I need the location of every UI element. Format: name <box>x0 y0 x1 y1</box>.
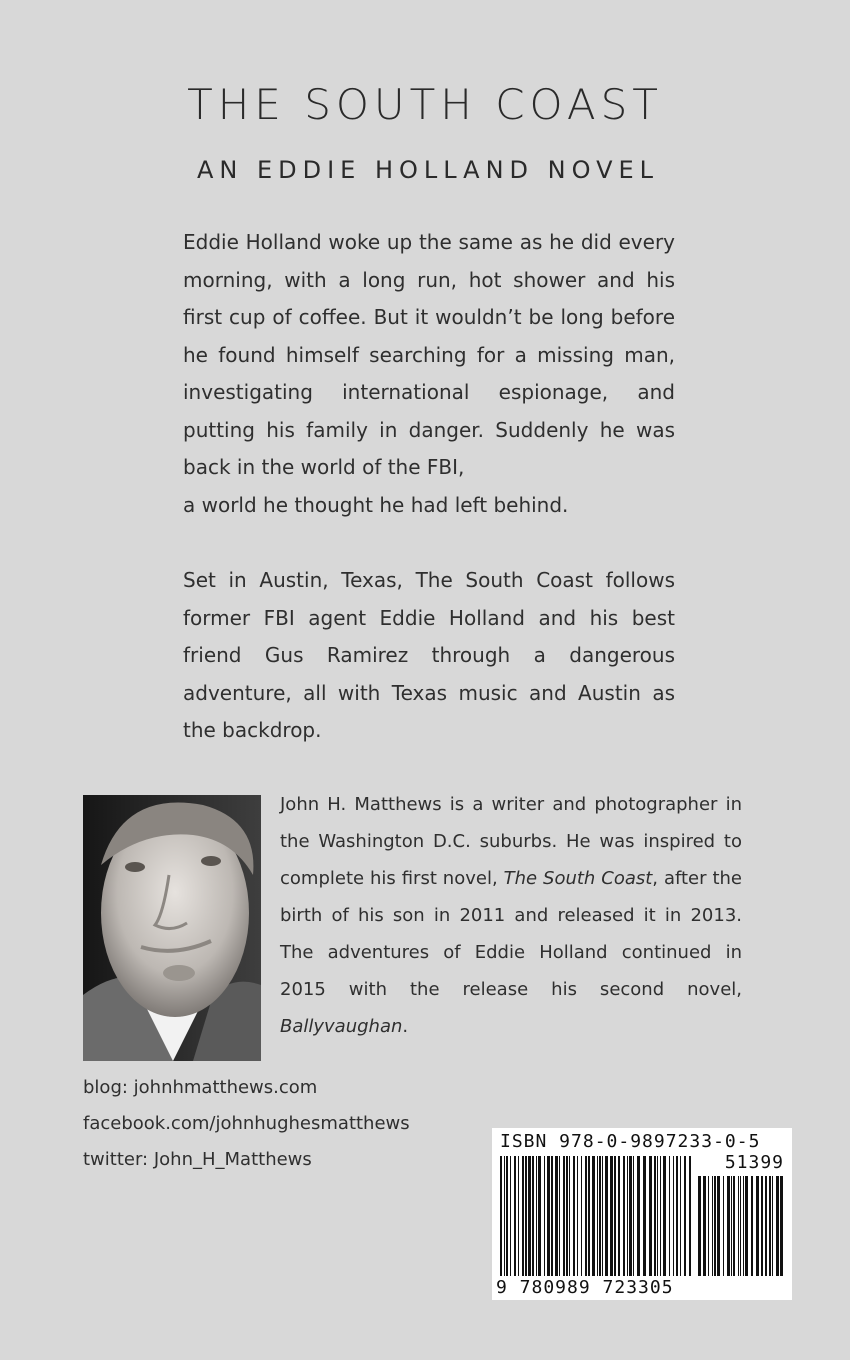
author-bio-part-3: . <box>402 1016 409 1037</box>
author-bio-part-1: John H. Matthews is a writer and photographer in the Washington D.C. suburbs. He was inspired to complete his first novel, <box>280 794 742 889</box>
barcode-bar <box>723 1176 724 1276</box>
barcode-bar <box>676 1156 678 1276</box>
barcode-bar <box>551 1156 553 1276</box>
barcode-bar <box>544 1156 545 1276</box>
barcode-bar <box>769 1176 771 1276</box>
barcode-bar <box>698 1176 701 1276</box>
barcode-bar <box>745 1176 748 1276</box>
barcode-bar <box>649 1156 652 1276</box>
barcode-bar <box>780 1176 783 1276</box>
barcode-bar <box>610 1156 613 1276</box>
barcode-bar <box>712 1176 713 1276</box>
barcode-bar <box>599 1156 601 1276</box>
barcode-bar <box>532 1156 534 1276</box>
barcode-bar <box>585 1156 587 1276</box>
barcode-bar <box>633 1156 634 1276</box>
barcode-bar <box>751 1176 753 1276</box>
barcode-bar <box>514 1156 516 1276</box>
barcode-bar <box>510 1156 511 1276</box>
facebook-link: facebook.com/johnhughesmatthews <box>83 1113 410 1134</box>
isbn-number: ISBN 978-0-9897233-0-5 <box>500 1131 761 1152</box>
barcode-bar <box>581 1156 582 1276</box>
barcode-bar <box>657 1156 658 1276</box>
author-bio <box>280 786 742 1045</box>
barcode-bar <box>627 1156 628 1276</box>
barcode-bar <box>643 1156 646 1276</box>
barcode-bar <box>717 1176 720 1276</box>
barcode-bar <box>733 1176 735 1276</box>
barcode-bar <box>605 1156 608 1276</box>
barcode-bar <box>525 1156 527 1276</box>
barcode-bar <box>555 1156 558 1276</box>
book-subtitle: AN EDDIE HOLLAND NOVEL <box>196 156 660 184</box>
author-bio-part-2: , after the birth of his son in 2011 and released it in 2013. The adventures of Eddie Holland continued in 2015 with the release his second novel, <box>280 868 742 1000</box>
blurb-paragraph-1-end: a world he thought he had left behind. <box>183 492 569 517</box>
barcode-bar <box>663 1156 666 1276</box>
book-title-ballyvaughan: Ballyvaughan <box>280 1016 403 1037</box>
barcode-bar <box>772 1176 773 1276</box>
barcode-bar <box>731 1176 732 1276</box>
book-title-south-coast: The South Coast <box>503 868 653 889</box>
barcode-bar <box>597 1156 598 1276</box>
barcode-bar <box>528 1156 531 1276</box>
barcode-bar <box>577 1156 578 1276</box>
barcode-bar <box>504 1156 505 1276</box>
blurb-paragraph-2: Set in Austin, Texas, The South Coast follows former FBI agent Eddie Holland and his best friend Gus Ramirez through a dangerous adventure, all with Texas music and Austin as the backdrop. <box>183 568 675 742</box>
barcode-bar <box>684 1156 686 1276</box>
isbn-barcode <box>492 1128 792 1300</box>
barcode-bar <box>518 1156 519 1276</box>
barcode-bar <box>573 1156 575 1276</box>
barcode-bar <box>522 1156 524 1276</box>
barcode-bar <box>618 1156 620 1276</box>
blog-link: blog: johnhmatthews.com <box>83 1077 318 1098</box>
barcode-bar <box>500 1156 502 1276</box>
barcode-bar <box>629 1156 632 1276</box>
barcode-bar <box>680 1156 681 1276</box>
author-portrait-image <box>83 795 261 1061</box>
ean-number: 9 780989 723305 <box>496 1277 674 1298</box>
barcode-bar <box>614 1156 616 1276</box>
barcode-bar <box>689 1156 691 1276</box>
barcode-bar <box>743 1176 744 1276</box>
barcode-bar <box>559 1156 560 1276</box>
twitter-handle: twitter: John_H_Matthews <box>83 1149 312 1170</box>
barcode-bar <box>738 1176 739 1276</box>
barcode-bar <box>776 1176 779 1276</box>
price-code: 51399 <box>724 1152 784 1173</box>
barcode-bar <box>714 1176 716 1276</box>
barcode-bar <box>673 1156 674 1276</box>
barcode-bar <box>765 1176 767 1276</box>
author-contacts <box>83 1070 410 1178</box>
barcode-bar <box>637 1156 640 1276</box>
barcode-bar <box>708 1176 709 1276</box>
barcode-bar <box>506 1156 508 1276</box>
barcode-bar <box>569 1156 570 1276</box>
barcode-bar <box>703 1176 706 1276</box>
barcode-bar <box>623 1156 625 1276</box>
barcode-bar <box>602 1156 603 1276</box>
book-title: THE SOUTH COAST <box>187 80 663 129</box>
barcode-bars-main <box>500 1156 692 1276</box>
barcode-bar <box>740 1176 741 1276</box>
barcode-bar <box>660 1156 661 1276</box>
barcode-bar <box>727 1176 730 1276</box>
barcode-bar <box>563 1156 565 1276</box>
barcode-bar <box>592 1156 595 1276</box>
barcode-bar <box>756 1176 759 1276</box>
barcode-bar <box>547 1156 550 1276</box>
barcode-bar <box>538 1156 541 1276</box>
barcode-bar <box>669 1156 670 1276</box>
barcode-bar <box>654 1156 656 1276</box>
barcode-bar <box>588 1156 590 1276</box>
barcode-bars-addon <box>698 1176 784 1276</box>
blurb-paragraph-1-main: Eddie Holland woke up the same as he did every morning, with a long run, hot shower and his first cup of coffee. But it wouldn’t be long before he found himself searching for a missing man, investigating international espionage, and putting his family in danger. Suddenly he was back in the world of the FBI, <box>183 230 675 479</box>
barcode-bar <box>761 1176 763 1276</box>
barcode-bar <box>566 1156 568 1276</box>
author-photo <box>83 795 261 1061</box>
barcode-bar <box>536 1156 537 1276</box>
blurb-paragraph-1 <box>183 224 675 524</box>
